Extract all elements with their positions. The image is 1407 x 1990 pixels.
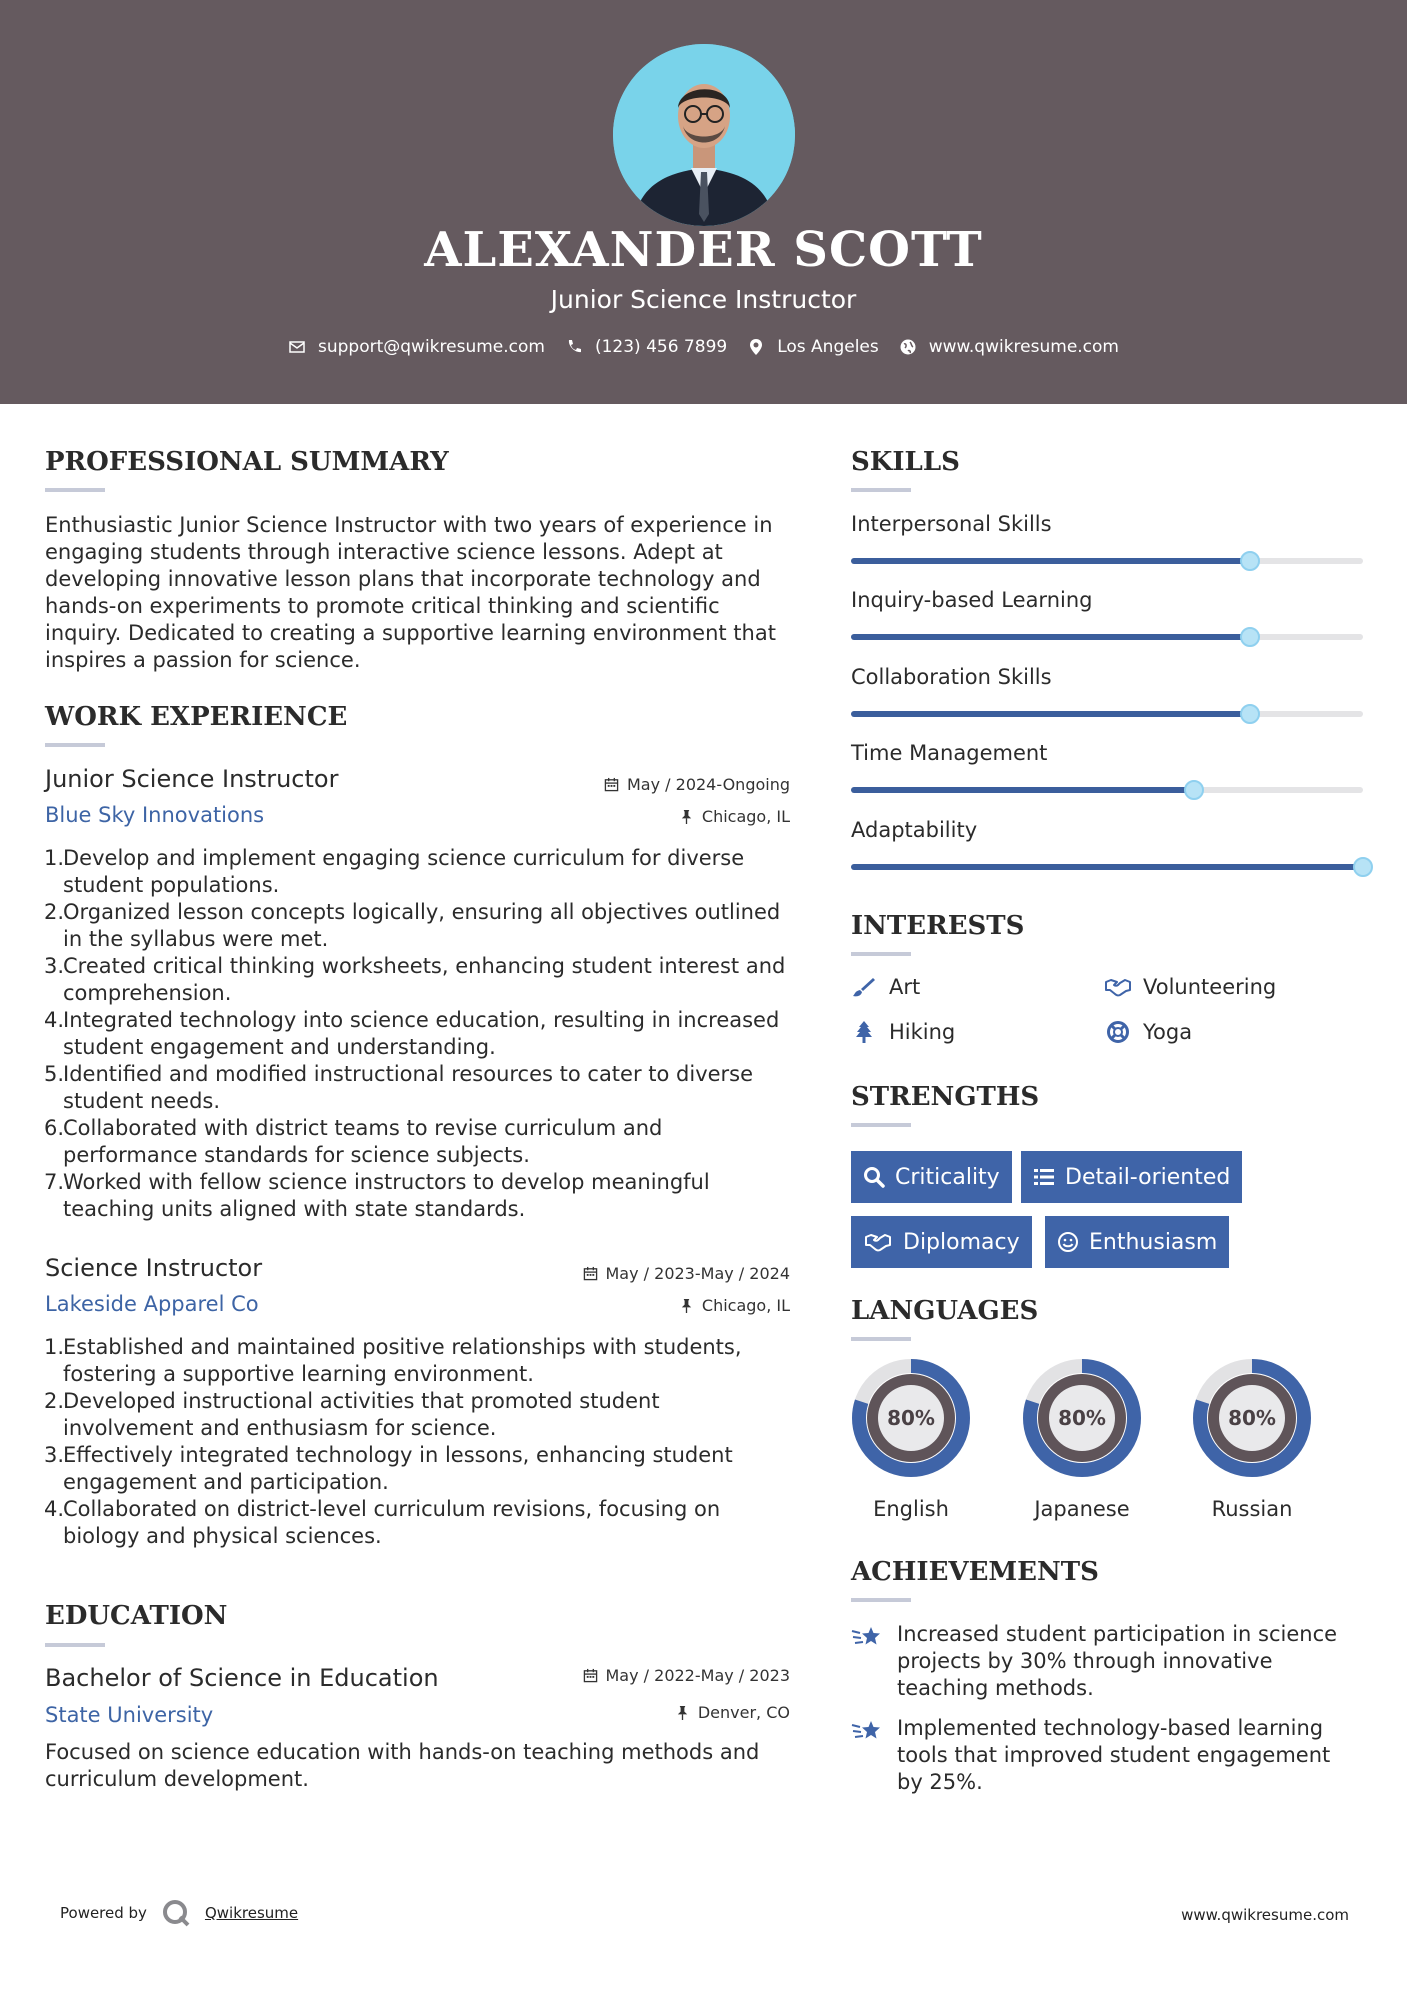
globe-icon bbox=[899, 338, 917, 356]
job-title: Junior Science Instructor bbox=[45, 765, 339, 793]
skill-bar-handle[interactable] bbox=[1184, 780, 1204, 800]
skill-bar-handle[interactable] bbox=[1240, 551, 1260, 571]
job-bullets bbox=[45, 845, 790, 1223]
education-heading: EDUCATION bbox=[45, 1601, 228, 1631]
skill-bar[interactable] bbox=[851, 634, 1363, 640]
list-item: 7. Worked with fellow science instructors to develop meaningful teaching units aligned with state standards. bbox=[44, 1170, 710, 1221]
interest-item: Yoga bbox=[1105, 1020, 1192, 1044]
skill-bar-fill bbox=[851, 711, 1250, 717]
candidate-role: Junior Science Instructor bbox=[550, 285, 857, 314]
strength-chip: Criticality bbox=[851, 1151, 1012, 1203]
degree-title: Bachelor of Science in Education bbox=[45, 1664, 439, 1692]
company-name[interactable]: Blue Sky Innovations bbox=[45, 803, 265, 827]
language-item bbox=[846, 1357, 976, 1521]
shooting-star-icon bbox=[851, 1717, 883, 1745]
company-name[interactable]: Lakeside Apparel Co bbox=[45, 1292, 259, 1316]
list-item: 4. Collaborated on district-level curriculum revisions, focusing on biology and physical sciences. bbox=[44, 1497, 721, 1548]
experience-divider bbox=[45, 743, 105, 747]
strengths-divider bbox=[851, 1123, 911, 1127]
summary-heading: PROFESSIONAL SUMMARY bbox=[45, 447, 449, 477]
job-title: Science Instructor bbox=[45, 1254, 263, 1282]
language-percent: 80% bbox=[1228, 1406, 1276, 1430]
strength-chip: Diplomacy bbox=[851, 1216, 1032, 1268]
skills-divider bbox=[851, 488, 911, 492]
job-location-text: Chicago, IL bbox=[701, 807, 790, 826]
language-ring bbox=[850, 1357, 972, 1479]
education-location-text: Denver, CO bbox=[697, 1703, 790, 1722]
contact-bar bbox=[0, 337, 1407, 357]
language-item bbox=[1187, 1357, 1317, 1521]
handshake-icon bbox=[1105, 976, 1131, 998]
contact-email-text: support@qwikresume.com bbox=[318, 337, 545, 357]
interests-divider bbox=[851, 952, 911, 956]
brand-link[interactable]: Qwikresume bbox=[204, 1904, 299, 1922]
list-item: 3. Created critical thinking worksheets, enhancing student interest and comprehension. bbox=[44, 954, 786, 1005]
skill-bar-fill bbox=[851, 787, 1194, 793]
language-name: English bbox=[873, 1497, 949, 1521]
languages-heading: LANGUAGES bbox=[851, 1296, 1039, 1326]
calendar-icon bbox=[583, 1668, 598, 1683]
language-ring bbox=[1021, 1357, 1143, 1479]
language-item bbox=[1017, 1357, 1147, 1521]
phone-icon bbox=[565, 338, 583, 356]
list-item: 6. Collaborated with district teams to revise curriculum and performance standards for science subjects. bbox=[44, 1116, 663, 1167]
job-location bbox=[490, 807, 790, 826]
strength-chip: Enthusiasm bbox=[1045, 1216, 1229, 1268]
contact-phone-text: (123) 456 7899 bbox=[594, 337, 728, 357]
skill-bar[interactable] bbox=[851, 711, 1363, 717]
skill-bar[interactable] bbox=[851, 787, 1363, 793]
candidate-name: ALEXANDER SCOTT bbox=[424, 222, 983, 278]
achievement-item: Implemented technology-based learning tools that improved student engagement by 25%. bbox=[851, 1715, 1356, 1796]
pushpin-icon bbox=[679, 809, 694, 824]
skill-label: Collaboration Skills bbox=[851, 665, 1052, 689]
contact-email[interactable] bbox=[288, 337, 545, 357]
list-item: 3. Effectively integrated technology in lessons, enhancing student engagement and participation. bbox=[44, 1443, 733, 1494]
contact-location-text: Los Angeles bbox=[777, 337, 879, 357]
interest-item: Art bbox=[851, 975, 920, 999]
skill-label: Adaptability bbox=[851, 818, 978, 842]
shooting-star-icon bbox=[851, 1623, 883, 1651]
skills-heading: SKILLS bbox=[851, 447, 960, 477]
person-silhouette-icon bbox=[613, 44, 795, 226]
list-item: 1. Established and maintained positive relationships with students, fostering a supportive learning environment. bbox=[44, 1335, 742, 1386]
pushpin-icon bbox=[675, 1705, 690, 1720]
interest-item: Hiking bbox=[851, 1020, 955, 1044]
contact-website[interactable] bbox=[899, 337, 1119, 357]
interests-heading: INTERESTS bbox=[851, 911, 1025, 941]
skill-bar-fill bbox=[851, 864, 1363, 870]
resume-header bbox=[0, 0, 1407, 404]
job-bullets bbox=[45, 1334, 790, 1550]
envelope-icon bbox=[288, 338, 306, 356]
job-dates-text: May / 2024-Ongoing bbox=[627, 775, 790, 794]
skill-bar[interactable] bbox=[851, 558, 1363, 564]
list-item: 4. Integrated technology into science education, resulting in increased student engagement and understanding. bbox=[44, 1008, 780, 1059]
language-ring bbox=[1191, 1357, 1313, 1479]
list-item: 5. Identified and modified instructional resources to cater to diverse student needs. bbox=[44, 1062, 754, 1113]
contact-website-text: www.qwikresume.com bbox=[928, 337, 1119, 357]
powered-by-text: Powered by bbox=[60, 1904, 147, 1922]
map-pin-icon bbox=[747, 338, 765, 356]
skill-bar-fill bbox=[851, 634, 1250, 640]
school-name[interactable]: State University bbox=[45, 1703, 214, 1727]
skill-bar[interactable] bbox=[851, 864, 1363, 870]
smile-icon bbox=[1057, 1231, 1079, 1253]
job-dates bbox=[490, 1264, 790, 1283]
achievement-item: Increased student participation in science projects by 30% through innovative teaching methods. bbox=[851, 1621, 1356, 1702]
education-text: Focused on science education with hands-on teaching methods and curriculum development. bbox=[45, 1740, 760, 1791]
skill-bar-handle[interactable] bbox=[1240, 704, 1260, 724]
pushpin-icon bbox=[679, 1298, 694, 1313]
education-divider bbox=[45, 1643, 105, 1647]
skill-label: Interpersonal Skills bbox=[851, 512, 1052, 536]
tree-icon bbox=[851, 1021, 877, 1043]
achievements-divider bbox=[851, 1598, 911, 1602]
skill-bar-handle[interactable] bbox=[1353, 857, 1373, 877]
footer-website[interactable]: www.qwikresume.com bbox=[1181, 1906, 1349, 1924]
interest-item: Volunteering bbox=[1105, 975, 1276, 999]
list-item: 2. Organized lesson concepts logically, ensuring all objectives outlined in the syllabus were met. bbox=[44, 900, 781, 951]
profile-photo bbox=[613, 44, 795, 226]
experience-heading: WORK EXPERIENCE bbox=[45, 702, 348, 732]
language-percent: 80% bbox=[887, 1406, 935, 1430]
search-icon bbox=[863, 1166, 885, 1188]
language-percent: 80% bbox=[1058, 1406, 1106, 1430]
footer-powered-by bbox=[60, 1898, 298, 1928]
summary-text: Enthusiastic Junior Science Instructor with two years of experience in engaging students through interactive science lessons. Adept at developing innovative lesson plans that incorporate technology and hands-on experiments to promote critical thinking and scientific inquiry. Dedicated to creating a supportive learning environment that inspires a passion for science. bbox=[45, 513, 776, 672]
job-location-text: Chicago, IL bbox=[701, 1296, 790, 1315]
lifebuoy-icon bbox=[1105, 1021, 1131, 1043]
handshake-icon bbox=[863, 1231, 893, 1253]
job-dates bbox=[490, 775, 790, 794]
list-item: 2. Developed instructional activities that promoted student involvement and enthusiasm for science. bbox=[44, 1389, 660, 1440]
education-location bbox=[490, 1703, 790, 1722]
skill-bar-handle[interactable] bbox=[1240, 627, 1260, 647]
strengths-heading: STRENGTHS bbox=[851, 1082, 1040, 1112]
education-dates-text: May / 2022-May / 2023 bbox=[605, 1666, 790, 1685]
languages-divider bbox=[851, 1337, 911, 1341]
contact-phone[interactable] bbox=[565, 337, 727, 357]
qwikresume-logo-icon bbox=[161, 1898, 191, 1928]
contact-location bbox=[747, 337, 879, 357]
language-name: Japanese bbox=[1034, 1497, 1130, 1521]
skill-label: Time Management bbox=[851, 741, 1048, 765]
skill-label: Inquiry-based Learning bbox=[851, 588, 1093, 612]
achievements-heading: ACHIEVEMENTS bbox=[851, 1557, 1099, 1587]
list-item: 1. Develop and implement engaging science curriculum for diverse student populations. bbox=[44, 846, 745, 897]
job-dates-text: May / 2023-May / 2024 bbox=[605, 1264, 790, 1283]
calendar-icon bbox=[604, 777, 619, 792]
paintbrush-icon bbox=[851, 976, 877, 998]
language-name: Russian bbox=[1211, 1497, 1293, 1521]
list-icon bbox=[1033, 1166, 1055, 1188]
education-dates bbox=[490, 1666, 790, 1685]
summary-divider bbox=[45, 488, 105, 492]
job-location bbox=[490, 1296, 790, 1315]
strength-chip: Detail-oriented bbox=[1021, 1151, 1242, 1203]
skill-bar-fill bbox=[851, 558, 1250, 564]
calendar-icon bbox=[583, 1266, 598, 1281]
